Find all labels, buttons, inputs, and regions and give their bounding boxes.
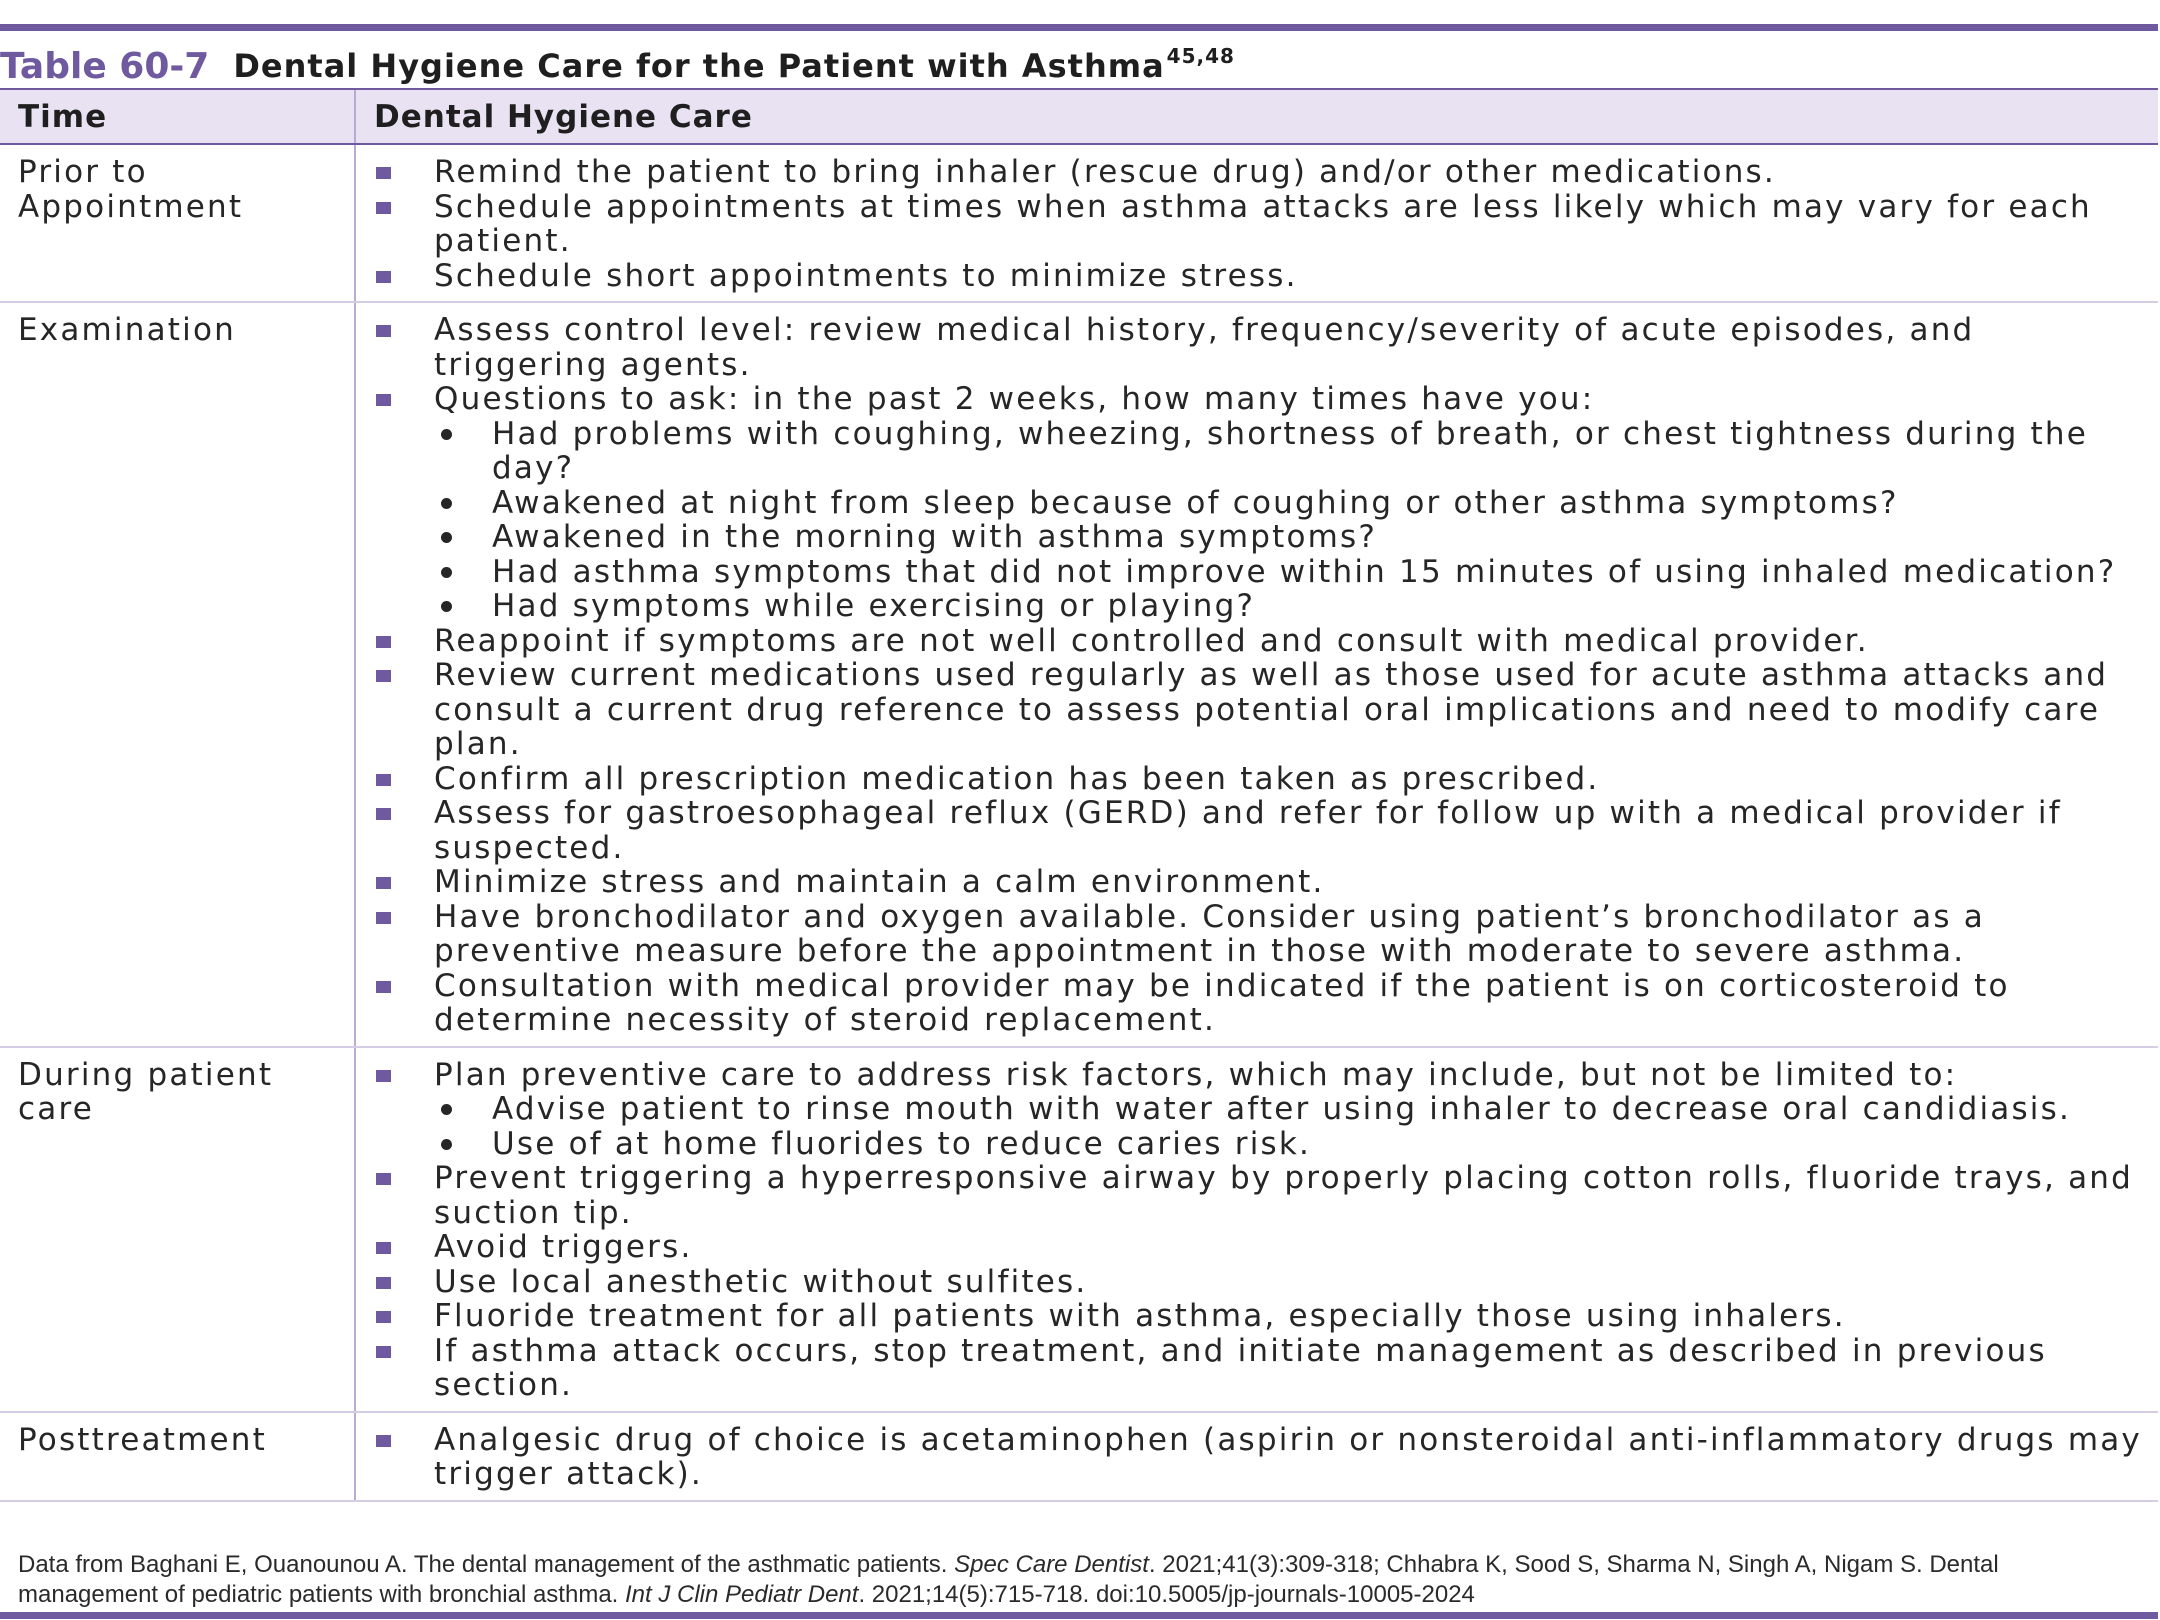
list-item-text: Use local anesthetic without sulfites. xyxy=(434,1263,1088,1300)
row-time-cell: During patient care xyxy=(0,1048,356,1411)
footnote xyxy=(18,1550,2138,1610)
row-care-cell xyxy=(356,303,2158,1046)
header-time: Time xyxy=(0,90,356,143)
list-item-text: Confirm all prescription medication has been taken as prescribed. xyxy=(434,760,1600,797)
square-bullet-icon xyxy=(376,636,391,648)
list-item xyxy=(0,190,2148,259)
list-item xyxy=(0,1058,2148,1093)
square-bullet-icon xyxy=(376,808,391,820)
table-row xyxy=(0,145,2158,303)
row-care-cell xyxy=(356,1413,2158,1500)
list-item xyxy=(0,1299,2148,1334)
list-item xyxy=(0,900,2148,969)
list-item-text: Assess control level: review medical history, frequency/severity of acute episodes, and triggering agents. xyxy=(434,312,1975,383)
square-bullet-icon xyxy=(376,202,391,214)
list-item-text: Minimize stress and maintain a calm environment. xyxy=(434,864,1325,900)
row-care-cell xyxy=(356,145,2158,301)
sub-list-item-text: Advise patient to rinse mouth with water after using inhaler to decrease oral candidiasis. xyxy=(492,1091,2072,1127)
list-item xyxy=(0,624,2148,659)
list-item-text: Reappoint if symptoms are not well controlled and consult with medical provider. xyxy=(434,622,1869,659)
list-item xyxy=(0,259,2148,294)
row-time-cell: Examination xyxy=(0,303,356,1046)
footnote-journal-2: Int J Clin Pediatr Dent xyxy=(625,1581,859,1608)
square-bullet-icon xyxy=(376,271,391,283)
sub-list-item xyxy=(0,1092,2148,1127)
square-bullet-icon xyxy=(376,1277,391,1289)
list-item xyxy=(0,1423,2148,1492)
list-item xyxy=(0,796,2148,865)
sub-list-item xyxy=(0,520,2148,555)
round-bullet-icon xyxy=(441,498,452,509)
square-bullet-icon xyxy=(376,981,391,993)
list-item xyxy=(0,865,2148,900)
list-item xyxy=(0,155,2148,190)
sub-list-item-text: Awakened at night from sleep because of coughing or other asthma symptoms? xyxy=(492,484,1899,521)
round-bullet-icon xyxy=(441,1139,452,1150)
top-rule xyxy=(0,24,2158,31)
square-bullet-icon xyxy=(376,1311,391,1323)
round-bullet-icon xyxy=(441,532,452,543)
table-body xyxy=(0,145,2158,1502)
square-bullet-icon xyxy=(376,394,391,406)
table-row xyxy=(0,1413,2158,1502)
list-item-text: Review current medications used regularly as well as those used for acute asthma attacks and consult a current drug reference to assess potential oral implications and need to modify care plan. xyxy=(434,657,2109,762)
title-references: 45,48 xyxy=(1166,44,1235,68)
list-item xyxy=(0,313,2148,382)
round-bullet-icon xyxy=(441,1104,452,1115)
list-item xyxy=(0,658,2148,762)
list-item xyxy=(0,969,2148,1038)
table-title-text: Dental Hygiene Care for the Patient with Asthma xyxy=(233,47,1165,85)
list-item xyxy=(0,382,2148,417)
sub-list-item xyxy=(0,589,2148,624)
sub-list-item-text: Had problems with coughing, wheezing, shortness of breath, or chest tightness during the day? xyxy=(492,415,2088,486)
square-bullet-icon xyxy=(376,325,391,337)
square-bullet-icon xyxy=(376,1242,391,1254)
round-bullet-icon xyxy=(441,429,452,440)
square-bullet-icon xyxy=(376,1070,391,1082)
square-bullet-icon xyxy=(376,670,391,682)
table-number: Table 60-7 xyxy=(0,45,210,87)
table-title xyxy=(0,40,2158,92)
row-care-cell xyxy=(356,1048,2158,1411)
table-row xyxy=(0,1048,2158,1413)
list-item xyxy=(0,1161,2148,1230)
table-header xyxy=(0,88,2158,145)
list-item-text: Analgesic drug of choice is acetaminophen (aspirin or nonsteroidal anti-inflammatory drugs may trigger attack). xyxy=(434,1421,2142,1492)
list-item xyxy=(0,1230,2148,1265)
sub-list-item-text: Had asthma symptoms that did not improve within 15 minutes of using inhaled medication? xyxy=(492,553,2117,590)
header-care: Dental Hygiene Care xyxy=(374,98,753,135)
square-bullet-icon xyxy=(376,774,391,786)
list-item-text: Plan preventive care to address risk factors, which may include, but not be limited to: xyxy=(434,1056,1958,1093)
list-item-text: Consultation with medical provider may be indicated if the patient is on corticosteroid to determine necessity of steroid replacement. xyxy=(434,967,2010,1038)
row-time-cell: Prior to Appointment xyxy=(0,145,356,301)
row-time-cell: Posttreatment xyxy=(0,1413,356,1500)
list-item xyxy=(0,1265,2148,1300)
sub-list-item xyxy=(0,486,2148,521)
sub-list-item xyxy=(0,555,2148,590)
sub-list-item-text: Awakened in the morning with asthma symptoms? xyxy=(492,519,1378,555)
list-item-text: Fluoride treatment for all patients with asthma, especially those using inhalers. xyxy=(434,1298,1846,1334)
sub-list-item-text: Had symptoms while exercising or playing? xyxy=(492,588,1256,624)
list-item-text: Have bronchodilator and oxygen available. Consider using patient’s bronchodilator as a preventive measure before the appointment in those with moderate to severe asthma. xyxy=(434,898,1985,969)
list-item-text: Assess for gastroesophageal reflux (GERD) and refer for follow up with a medical provider if suspected. xyxy=(434,795,2062,866)
list-item xyxy=(0,1334,2148,1403)
list-item-text: Remind the patient to bring inhaler (rescue drug) and/or other medications. xyxy=(434,154,1776,190)
list-item-text: Schedule short appointments to minimize stress. xyxy=(434,257,1298,294)
table-row xyxy=(0,303,2158,1048)
list-item-text: Schedule appointments at times when asthma attacks are less likely which may vary for each patient. xyxy=(434,188,2092,259)
sub-list-item xyxy=(0,1127,2148,1162)
footnote-part-1: Data from Baghani E, Ouanounou A. The dental management of the asthmatic patients. xyxy=(18,1551,955,1578)
footnote-journal-1: Spec Care Dentist xyxy=(954,1551,1149,1578)
footnote-part-2: . 2021;41(3):309-318; Chhabra K, Sood S, Sharma N, Singh A, Nigam S. Dental management of pediatric patients with bronchial asthma. xyxy=(18,1551,1999,1608)
sub-list-item-text: Use of at home fluorides to reduce caries risk. xyxy=(492,1125,1312,1162)
square-bullet-icon xyxy=(376,1435,391,1447)
square-bullet-icon xyxy=(376,1346,391,1358)
square-bullet-icon xyxy=(376,877,391,889)
square-bullet-icon xyxy=(376,167,391,179)
sub-list-item xyxy=(0,417,2148,486)
list-item-text: Prevent triggering a hyperresponsive airway by properly placing cotton rolls, fluoride trays, and suction tip. xyxy=(434,1160,2133,1231)
square-bullet-icon xyxy=(376,912,391,924)
list-item-text: Questions to ask: in the past 2 weeks, how many times have you: xyxy=(434,381,1595,417)
list-item xyxy=(0,762,2148,797)
square-bullet-icon xyxy=(376,1173,391,1185)
round-bullet-icon xyxy=(441,601,452,612)
bottom-rule xyxy=(0,1612,2158,1619)
list-item-text: Avoid triggers. xyxy=(434,1229,693,1265)
footnote-part-3: . 2021;14(5):715-718. doi:10.5005/jp-journals-10005-2024 xyxy=(858,1581,1475,1608)
list-item-text: If asthma attack occurs, stop treatment, and initiate management as described in previous section. xyxy=(434,1332,2047,1403)
round-bullet-icon xyxy=(441,567,452,578)
